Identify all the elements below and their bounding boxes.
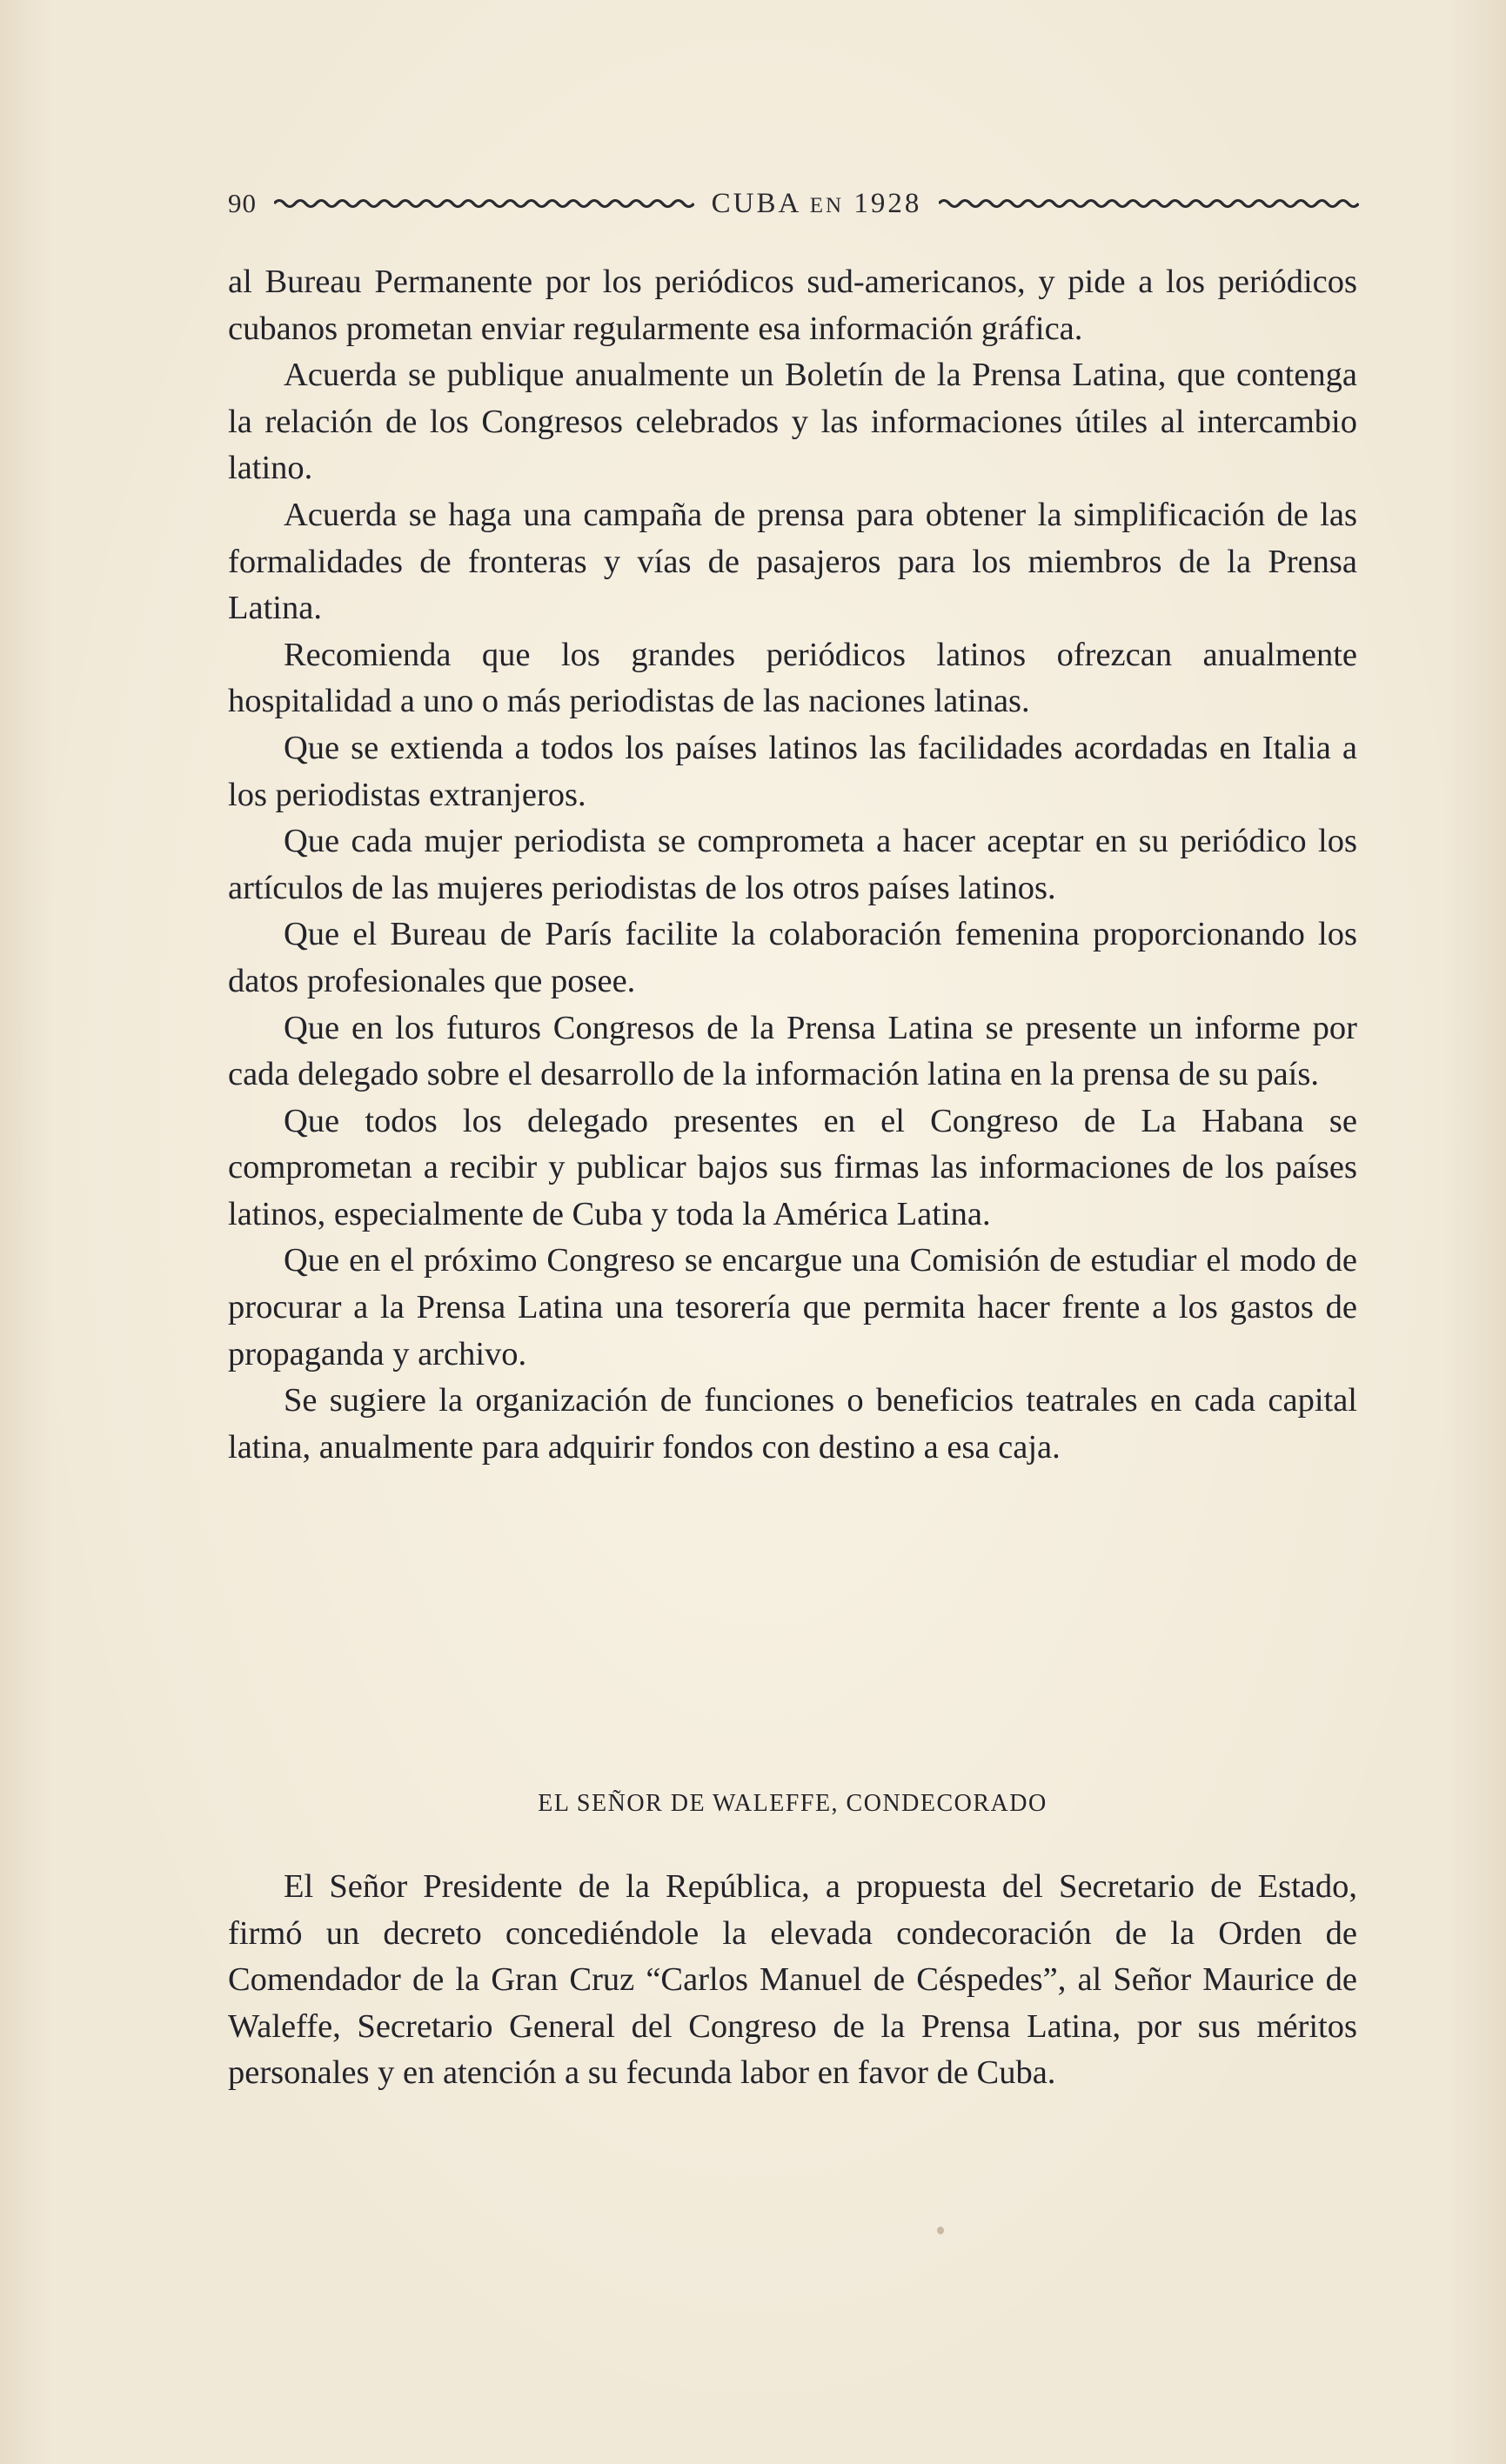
section-text	[228, 1864, 1357, 2097]
section-heading: EL SEÑOR DE WALEFFE, CONDECORADO	[538, 1790, 1048, 1817]
paragraph: al Bureau Permanente por los periódicos sud-americanos, y pide a los periódicos cubanos prometan enviar regularmente esa información gráfica.	[228, 264, 1357, 347]
running-title-year: 1928	[853, 187, 922, 219]
paper-speck	[937, 2227, 944, 2234]
running-title-en: EN	[809, 193, 845, 217]
paragraph: Recomienda que los grandes periódicos latinos ofrezcan anualmente hospitalidad a uno o más periodistas de las naciones latinas.	[228, 636, 1357, 720]
paragraph: Que en los futuros Congresos de la Prensa Latina se presente un informe por cada delegado sobre el desarrollo de la información latina en la prensa de su país.	[228, 1009, 1357, 1093]
paragraph: Acuerda se haga una campaña de prensa para obtener la simplificación de las formalidades de fronteras y vías de pasajeros para los miembros de la Prensa Latina.	[228, 496, 1357, 627]
paragraph: El Señor Presidente de la República, a propuesta del Secretario de Estado, firmó un decreto concediéndole la elevada condecoración de la Orden de Comendador de la Gran Cruz “Carlos Manuel de Céspedes”, al Señor Maurice de Waleffe, Secretario General del Congreso de la Prensa Latina, por sus méritos personales y en atención a su fecunda labor en favor de Cuba.	[228, 1868, 1357, 2092]
page-number: 90	[228, 188, 257, 218]
wavy-rule-right	[939, 196, 1359, 211]
wavy-rule-left	[274, 196, 694, 211]
paragraph: Acuerda se publique anualmente un Boletín de la Prensa Latina, que contenga la relación de los Congresos celebrados y las informaciones útiles al intercambio latino.	[228, 357, 1357, 487]
running-header	[228, 183, 1359, 224]
main-text	[228, 259, 1357, 1471]
paragraph: Que en el próximo Congreso se encargue una Comisión de estudiar el modo de procurar a la Prensa Latina una tesorería que permita hacer frente a los gastos de propaganda y archivo.	[228, 1242, 1357, 1372]
paragraph: Que todos los delegado presentes en el Congreso de La Habana se comprometan a recibir y publicar bajos sus firmas las informaciones de los países latinos, especialmente de Cuba y toda la América Latina.	[228, 1102, 1357, 1232]
paragraph: Que el Bureau de París facilite la colaboración femenina proporcionando los datos profesionales que posee.	[228, 916, 1357, 999]
paragraph: Se sugiere la organización de funciones o beneficios teatrales en cada capital latina, anualmente para adquirir fondos con destino a esa caja.	[228, 1382, 1357, 1466]
paragraph: Que cada mujer periodista se comprometa a hacer aceptar en su periódico los artículos de las mujeres periodistas de los otros países latinos.	[228, 823, 1357, 906]
running-title-cuba: CUBA	[711, 187, 800, 219]
paragraph: Que se extienda a todos los países latinos las facilidades acordadas en Italia a los periodistas extranjeros.	[228, 729, 1357, 813]
running-title	[712, 188, 922, 220]
